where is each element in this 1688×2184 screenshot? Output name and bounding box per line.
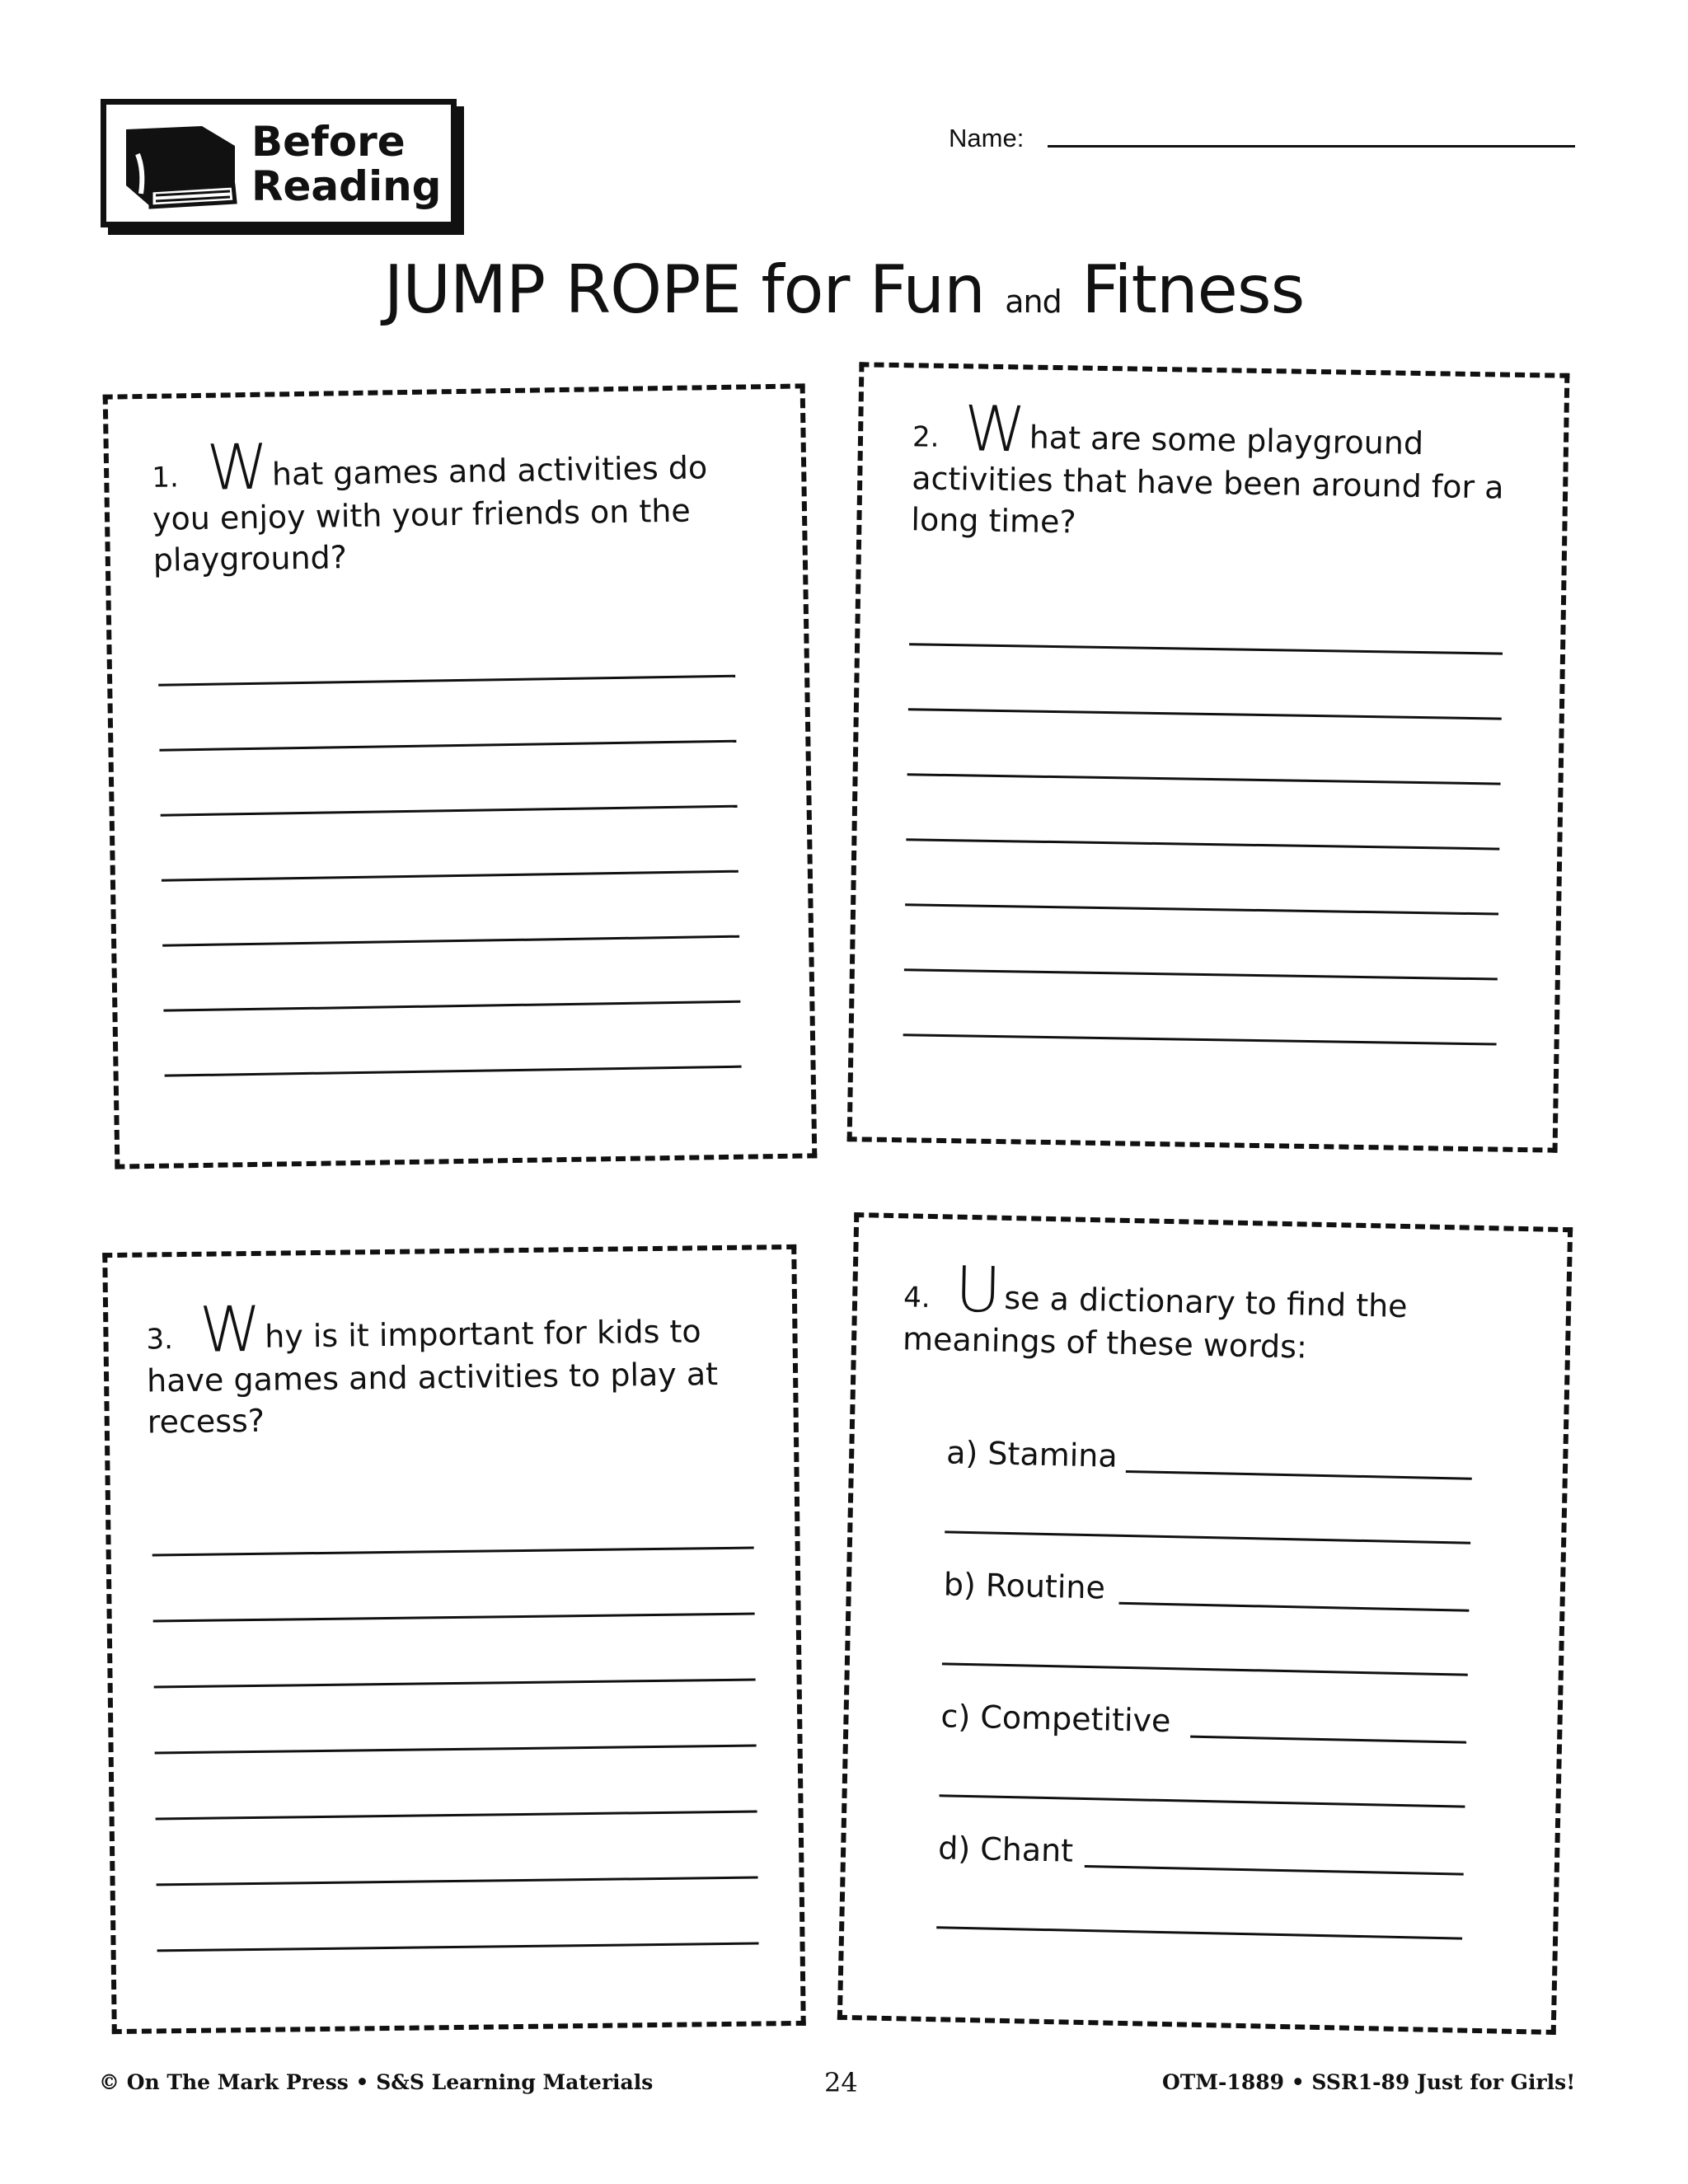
- answer-line[interactable]: [159, 740, 736, 752]
- question-2: [911, 391, 1506, 549]
- vocab-answer-line[interactable]: [1190, 1736, 1466, 1744]
- question-4-number: 4.: [903, 1281, 931, 1315]
- answer-line[interactable]: [165, 1066, 742, 1077]
- before-reading-badge: [101, 99, 457, 227]
- question-1-number: 1.: [151, 461, 180, 494]
- answer-line[interactable]: [163, 1001, 740, 1012]
- question-3-initial: W: [199, 1291, 262, 1366]
- answer-line[interactable]: [157, 1877, 758, 1886]
- answer-line[interactable]: [162, 935, 739, 947]
- badge-line2: Reading: [251, 162, 442, 210]
- title-and: and: [1005, 284, 1062, 320]
- badge-label: [251, 120, 449, 209]
- name-field-line[interactable]: [1048, 145, 1575, 148]
- answer-line[interactable]: [158, 675, 735, 687]
- vocab-answer-line[interactable]: [942, 1662, 1468, 1675]
- book-icon: [120, 121, 243, 213]
- badge-line1: Before: [251, 118, 406, 166]
- vocab-answer-line[interactable]: [945, 1530, 1470, 1544]
- vocab-answer-line[interactable]: [1118, 1602, 1469, 1612]
- vocab-label-stamina: a) Stamina: [945, 1434, 1118, 1474]
- answer-line[interactable]: [156, 1811, 757, 1821]
- vocab-answer-line[interactable]: [940, 1794, 1465, 1807]
- question-1-text: hat games and activities do you enjoy with your friends on the playground?: [152, 449, 708, 579]
- answer-line[interactable]: [909, 643, 1503, 654]
- answer-line[interactable]: [153, 1613, 755, 1623]
- answer-line[interactable]: [903, 1033, 1497, 1045]
- answer-line[interactable]: [155, 1745, 757, 1755]
- question-2-text: hat are some playground activities that have been around for a long time?: [911, 419, 1504, 541]
- question-4-text: se a dictionary to find the meanings of these words:: [902, 1279, 1409, 1366]
- question-4: [902, 1252, 1514, 1371]
- vocab-answer-line[interactable]: [936, 1926, 1462, 1939]
- title-part2: Fitness: [1081, 251, 1305, 328]
- answer-line[interactable]: [161, 805, 738, 817]
- question-3-text: hy is it important for kids to have games and activities to play at recess?: [146, 1313, 719, 1441]
- answer-line[interactable]: [157, 1943, 759, 1952]
- question-3: [146, 1291, 741, 1443]
- question-1-initial: W: [205, 429, 270, 504]
- title-part1: JUMP ROPE for Fun: [383, 251, 985, 328]
- vocab-label-competitive: c) Competitive: [940, 1698, 1171, 1740]
- question-4-initial: U: [954, 1252, 1002, 1327]
- footer-publisher: © On The Mark Press • S&S Learning Materials: [99, 2070, 654, 2094]
- question-box-4: [837, 1212, 1573, 2035]
- question-3-number: 3.: [146, 1323, 174, 1357]
- answer-line[interactable]: [907, 773, 1501, 785]
- answer-line[interactable]: [908, 708, 1502, 719]
- question-1: [151, 429, 763, 581]
- answer-line[interactable]: [154, 1679, 756, 1689]
- vocab-label-chant: d) Chant: [937, 1830, 1074, 1869]
- question-2-initial: W: [964, 391, 1027, 466]
- answer-line[interactable]: [162, 870, 738, 882]
- vocab-label-routine: b) Routine: [943, 1566, 1106, 1606]
- answer-line[interactable]: [905, 903, 1498, 915]
- footer-product-code: OTM-1889 • SSR1-89 Just for Girls!: [1162, 2070, 1576, 2094]
- question-2-number: 2.: [912, 420, 940, 454]
- answer-line[interactable]: [904, 968, 1498, 980]
- answer-line[interactable]: [906, 838, 1499, 850]
- answer-line[interactable]: [152, 1547, 754, 1557]
- vocab-answer-line[interactable]: [1126, 1470, 1472, 1480]
- question-box-3: [102, 1244, 806, 2034]
- question-box-2: [847, 362, 1570, 1152]
- vocab-answer-line[interactable]: [1085, 1865, 1464, 1876]
- page-number: 24: [824, 2067, 858, 2098]
- name-label: Name:: [949, 124, 1025, 152]
- question-box-1: [103, 383, 818, 1169]
- page-title: [0, 251, 1688, 328]
